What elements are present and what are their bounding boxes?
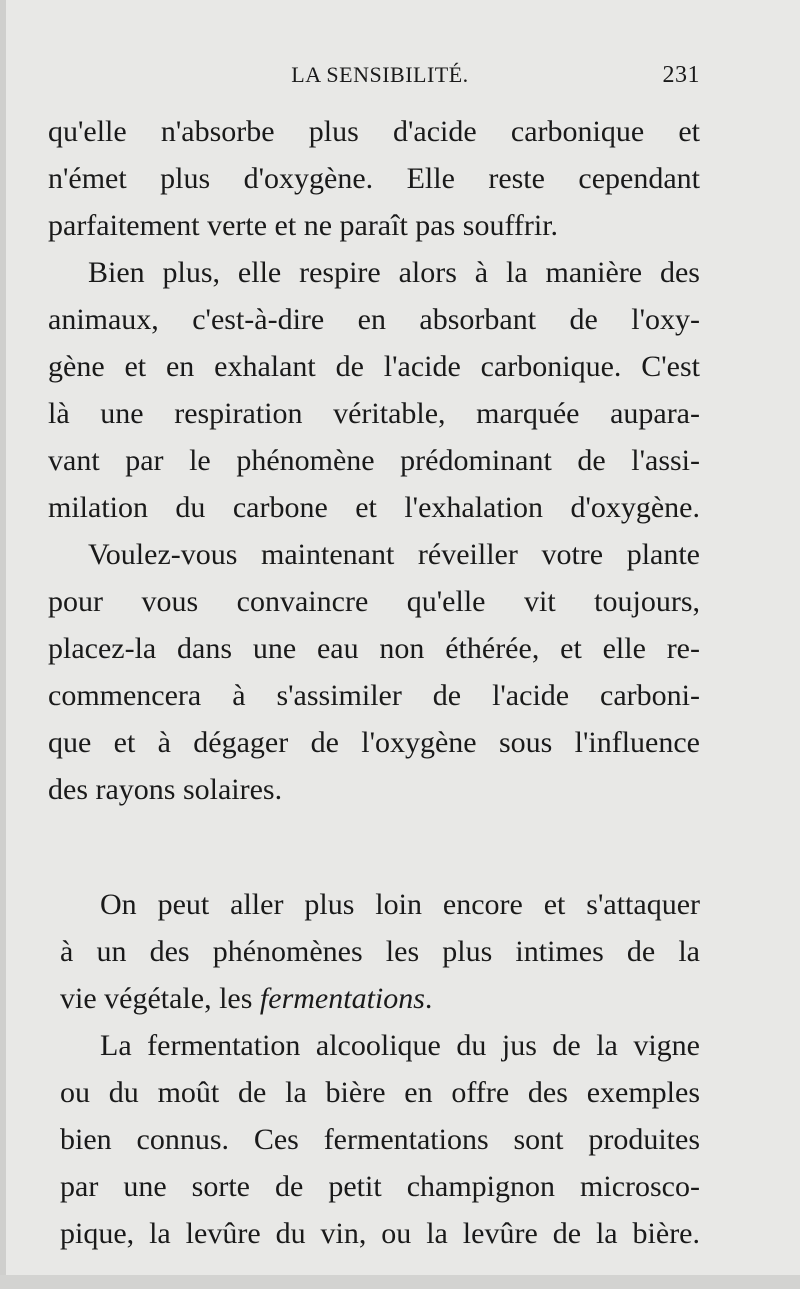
body-text — [48, 108, 700, 1257]
text-line: par une sorte de petit champignon microsco- — [60, 1170, 700, 1203]
text-line: vant par le phénomène prédominant de l'assi- — [48, 444, 700, 477]
text-line: des rayons solaires. — [48, 773, 283, 806]
page-number: 231 — [662, 62, 700, 88]
text-line: parfaitement verte et ne paraît pas souffrir. — [48, 209, 559, 242]
text-line: n'émet plus d'oxygène. Elle reste cependant — [48, 162, 700, 195]
running-title: LA SENSIBILITÉ. — [291, 62, 469, 87]
text-line: que et à dégager de l'oxygène sous l'influence — [48, 726, 700, 759]
text-line: Bien plus, elle respire alors à la manière des — [88, 256, 700, 289]
text-run: . — [424, 982, 433, 1015]
text-line: à un des phénomènes les plus intimes de la — [60, 935, 700, 968]
text-line-with-italic — [60, 975, 700, 1022]
text-line: animaux, c'est-à-dire en absorbant de l'oxy- — [48, 303, 700, 336]
italic-term: fermentations — [259, 982, 425, 1015]
text-line: bien connus. Ces fermentations sont produites — [60, 1123, 700, 1156]
text-line: ou du moût de la bière en offre des exemples — [60, 1076, 700, 1109]
running-head — [60, 62, 700, 96]
text-run: vie végétale, les — [60, 982, 253, 1015]
text-line: milation du carbone et l'exhalation d'oxygène. — [48, 491, 700, 524]
page-bottom-margin — [0, 1275, 800, 1289]
paragraph-1 — [48, 108, 700, 249]
text-line: qu'elle n'absorbe plus d'acide carbonique et — [48, 115, 700, 148]
text-line: commencera à s'assimiler de l'acide carboni- — [48, 679, 700, 712]
text-line: gène et en exhalant de l'acide carbonique. C'est — [48, 350, 700, 383]
text-line: pique, la levûre du vin, ou la levûre de la bière. — [60, 1217, 700, 1250]
page-edge-shadow — [0, 0, 6, 1289]
paragraph-2 — [48, 249, 700, 531]
text-line: là une respiration véritable, marquée aupara- — [48, 397, 700, 430]
text-line: On peut aller plus loin encore et s'attaquer — [100, 888, 700, 921]
section-break — [48, 813, 700, 881]
text-line: La fermentation alcoolique du jus de la vigne — [100, 1029, 700, 1062]
text-line: pour vous convaincre qu'elle vit toujours, — [48, 585, 700, 618]
paragraph-5 — [60, 1022, 700, 1257]
text-line: Voulez-vous maintenant réveiller votre plante — [88, 538, 700, 571]
paragraph-3 — [48, 531, 700, 813]
text-line: placez-la dans une eau non éthérée, et elle re- — [48, 632, 700, 665]
paragraph-4 — [60, 881, 700, 1022]
